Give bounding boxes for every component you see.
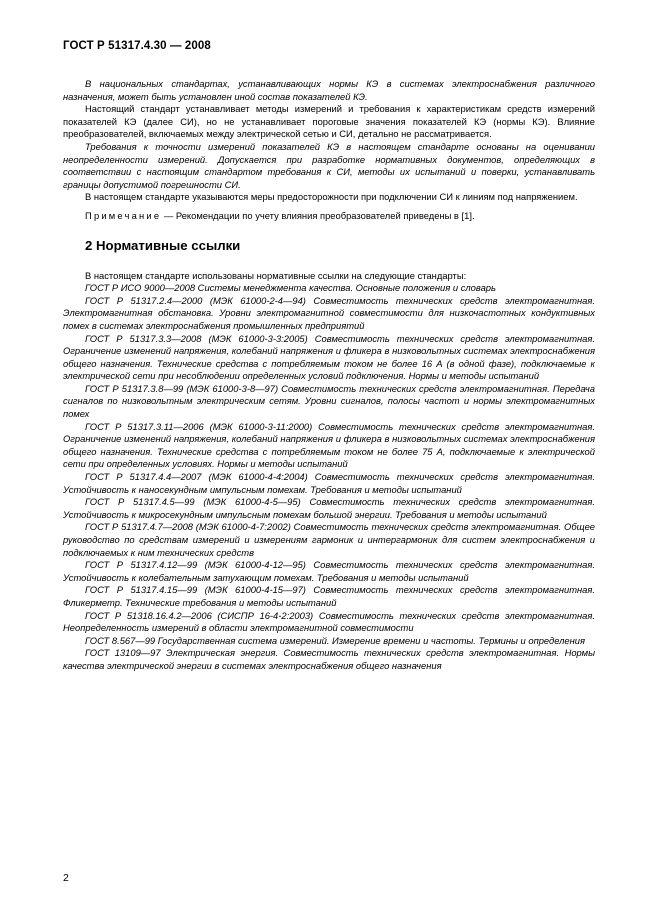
references-list	[63, 270, 595, 673]
page-header: ГОСТ Р 51317.4.30 — 2008	[63, 40, 211, 52]
reference-item: ГОСТ Р 51317.3.3—2008 (МЭК 61000-3-3:2005) Совместимость технических средств электромагнитная. Ограничение изменений напряжения, колебаний напряжения и фликера в низковольтных системах электроснабжения общего назначения. Технические средства с потребляемым током не более 16 А (в одной фазе), подключаемые к электрической сети при несоблюдении определенных условий подключения. Нормы и методы испытаний	[63, 332, 595, 382]
section-lead: В настоящем стандарте использованы нормативные ссылки на следующие стандарты:	[85, 269, 467, 281]
section-heading: 2 Нормативные ссылки	[85, 237, 241, 253]
reference-item: ГОСТ Р 51317.3.11—2006 (МЭК 61000-3-11:2000) Совместимость технических средств электромагнитная. Ограничение изменений напряжения, колебаний напряжения и фликера в низковольтных системах электроснабжения общего назначения. Технические средства с потребляемым током не более 75 А, подключаемые к электрической сети при определенных условиях. Нормы и методы испытаний	[63, 420, 595, 470]
page-content	[63, 78, 595, 673]
note-text: — Рекомендации по учету влияния преобразователей приведены в [1].	[163, 209, 475, 221]
intro-paragraph: В настоящем стандарте указываются меры предосторожности при подключении СИ к линиям под напряжением.	[85, 191, 578, 203]
reference-item: ГОСТ Р 51317.4.12—99 (МЭК 61000-4-12—95) Совместимость технических средств электромагнитная. Устойчивость к колебательным затухающим помехам. Требования и методы испытаний	[63, 559, 595, 583]
note-paragraph	[63, 210, 595, 223]
reference-item: ГОСТ Р 51318.16.4.2—2006 (СИСПР 16-4-2:2003) Совместимость технических средств электромагнитная. Неопределенность измерений в области электромагнитной совместимости	[63, 609, 595, 634]
intro-paragraph: В национальных стандартах, устанавливающих нормы КЭ в системах электроснабжения различного назначения, может быть установлен иной состав показателей КЭ.	[63, 78, 595, 102]
page-number: 2	[63, 872, 69, 884]
reference-item: ГОСТ 8.567—99 Государственная система измерений. Измерение времени и частоты. Термины и определения	[85, 634, 586, 646]
note-label: Примечание	[85, 209, 162, 221]
reference-item: ГОСТ Р 51317.2.4—2000 (МЭК 61000-2-4—94) Совместимость технических средств электромагнитная. Электромагнитная обстановка. Уровни электромагнитной совместимости для низкочастотных кондуктивных помех в системах электроснабжения промышленных предприятий	[63, 294, 595, 331]
reference-item: ГОСТ 13109—97 Электрическая энергия. Совместимость технических средств электромагнитная. Нормы качества электрической энергии в системах электроснабжения общего назначения	[63, 647, 595, 671]
reference-item: ГОСТ Р ИСО 9000—2008 Системы менеджмента качества. Основные положения и словарь	[85, 282, 496, 294]
reference-item: ГОСТ Р 51317.4.7—2008 (МЭК 61000-4-7:2002) Совместимость технических средств электромагнитная. Общее руководство по средствам измерений и измерениям гармоник и интергармоник для систем электроснабжения и подключаемых к ним технических средств	[63, 521, 595, 558]
reference-item: ГОСТ Р 51317.4.4—2007 (МЭК 61000-4-4:2004) Совместимость технических средств электромагнитная. Устойчивость к наносекундным импульсным помехам. Требования и методы испытаний	[63, 471, 595, 495]
intro-paragraph: Настоящий стандарт устанавливает методы измерений и требования к характеристикам средств измерений показателей КЭ (далее СИ), но не устанавливает пороговые значения показателей КЭ (нормы КЭ). Влияние преобразователей, включаемых между электрической сетью и СИ, детально не рассматривается.	[63, 103, 595, 140]
intro-paragraph: Требования к точности измерений показателей КЭ в настоящем стандарте основаны на оценивании неопределенности измерений. Допускается при разработке нормативных документов, определяющих в соответствии с настоящим стандартом требования к СИ, методы их испытаний и поверки, устанавливать границы допустимой погрешности СИ.	[63, 140, 595, 190]
reference-item: ГОСТ Р 51317.3.8—99 (МЭК 61000-3-8—97) Совместимость технических средств электромагнитная. Передача сигналов по низковольтным электрическим сетям. Уровни сигналов, полосы частот и нормы электромагнитных помех	[63, 382, 595, 420]
reference-item: ГОСТ Р 51317.4.5—99 (МЭК 61000-4-5—95) Совместимость технических средств электромагнитная. Устойчивость к микросекундным импульсным помехам большой энергии. Требования и методы испытаний	[63, 496, 595, 520]
reference-item: ГОСТ Р 51317.4.15—99 (МЭК 61000-4-15—97) Совместимость технических средств электромагнитная. Фликерметр. Технические требования и методы испытаний	[63, 584, 595, 608]
